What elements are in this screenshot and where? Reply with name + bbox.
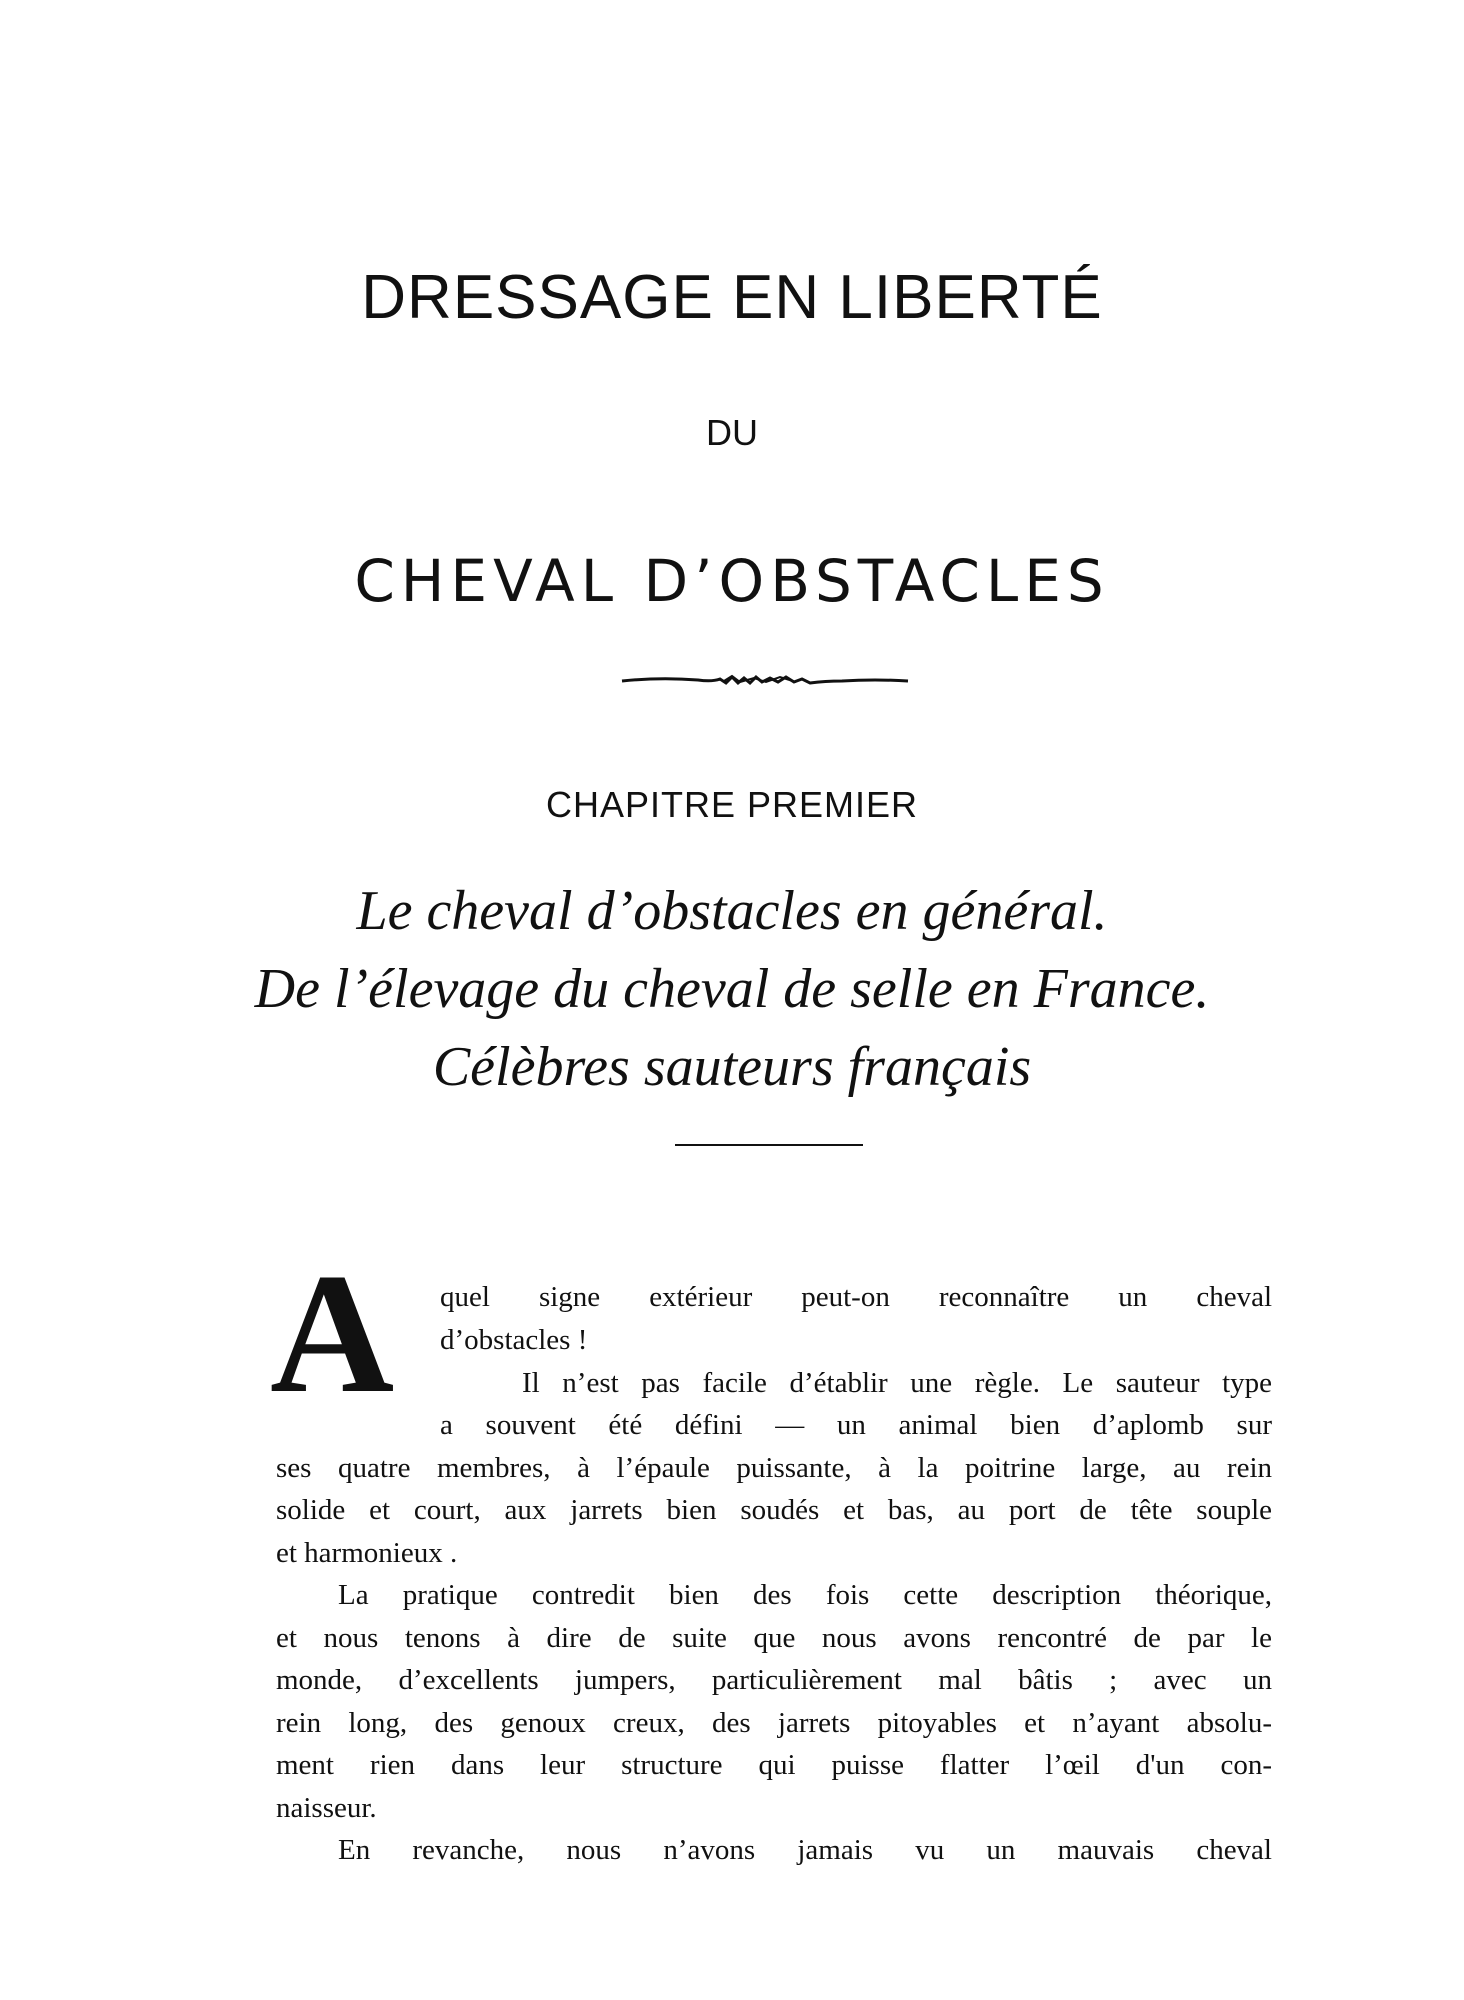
body-text-line: Il n’est pas facile d’établir une règle. Le sauteur type [522, 1367, 1272, 1399]
body-text-line: ses quatre membres, à l’épaule puissante, à la poitrine large, au rein [276, 1452, 1272, 1484]
drop-cap: A [270, 1239, 395, 1429]
body-text-line: quel signe extérieur peut-on reconnaître un cheval [440, 1281, 1272, 1313]
body-text-line: naisseur. [276, 1792, 377, 1824]
book-title-subject: CHEVAL D’OBSTACLES [354, 547, 1110, 615]
body-text-line: ment rien dans leur structure qui puisse flatter l’œil d'un con- [276, 1749, 1272, 1781]
body-text-line: monde, d’excellents jumpers, particulièrement mal bâtis ; avec un [276, 1664, 1272, 1696]
ornamental-divider-icon [620, 668, 910, 692]
body-text-line: et nous tenons à dire de suite que nous avons rencontré de par le [276, 1622, 1272, 1654]
chapter-subtitle-line: De l’élevage du cheval de selle en France. [254, 958, 1210, 1020]
book-title-connector: DU [706, 412, 758, 453]
chapter-subtitle [0, 872, 1464, 1106]
body-text-line: d’obstacles ! [440, 1324, 588, 1356]
body-text-line: et harmonieux . [276, 1537, 458, 1569]
book-title: DRESSAGE EN LIBERTÉ [361, 263, 1103, 332]
chapter-subtitle-line: Le cheval d’obstacles en général. [356, 880, 1108, 942]
body-text-line: solide et court, aux jarrets bien soudés et bas, au port de tête souple [276, 1494, 1272, 1526]
chapter-subtitle-line: Célèbres sauteurs français [432, 1036, 1032, 1098]
body-text-line: En revanche, nous n’avons jamais vu un mauvais cheval [338, 1834, 1272, 1866]
body-text-line: a souvent été défini — un animal bien d’aplomb sur [440, 1409, 1272, 1441]
section-rule [675, 1144, 863, 1146]
body-text-line: rein long, des genoux creux, des jarrets pitoyables et n’ayant absolu- [276, 1707, 1272, 1739]
chapter-label: CHAPITRE PREMIER [545, 784, 919, 825]
body-text-line: La pratique contredit bien des fois cette description théorique, [338, 1579, 1272, 1611]
